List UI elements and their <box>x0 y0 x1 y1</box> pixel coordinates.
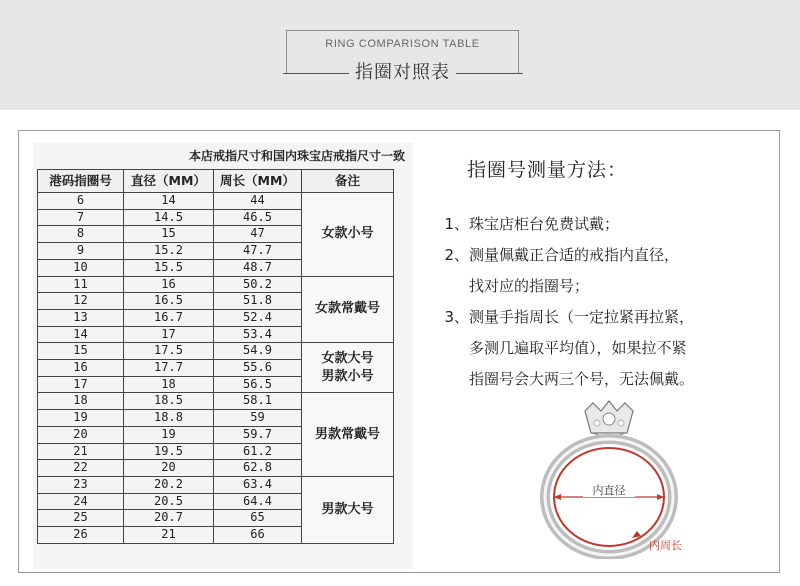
cell-diameter: 17.5 <box>124 343 214 360</box>
cell-circumference: 66 <box>214 527 302 544</box>
howto-steps <box>439 209 769 395</box>
cell-circumference: 53.4 <box>214 326 302 343</box>
col-header-diameter: 直径（MM） <box>124 170 214 193</box>
cell-size: 25 <box>38 510 124 527</box>
cell-size: 6 <box>38 193 124 210</box>
note-text-2: 男款小号 <box>321 368 374 384</box>
table-row <box>38 476 394 493</box>
cell-circumference: 46.5 <box>214 209 302 226</box>
note-text: 男款常戴号 <box>314 426 380 442</box>
cell-circumference: 52.4 <box>214 309 302 326</box>
cell-circumference: 61.2 <box>214 443 302 460</box>
cell-diameter: 20.2 <box>124 476 214 493</box>
note-text: 女款大号 <box>321 350 374 366</box>
step-2 <box>439 240 769 302</box>
cell-note <box>302 476 394 543</box>
cell-diameter: 20.5 <box>124 493 214 510</box>
content-frame <box>18 130 780 573</box>
cell-circumference: 62.8 <box>214 460 302 477</box>
cell-diameter: 19.5 <box>124 443 214 460</box>
howto-title: 指圈号测量方法： <box>467 159 628 181</box>
cell-circumference: 55.6 <box>214 360 302 377</box>
cell-diameter: 17.7 <box>124 360 214 377</box>
cell-diameter: 18.5 <box>124 393 214 410</box>
cell-diameter: 17 <box>124 326 214 343</box>
title-chinese-text: 指圈对照表 <box>349 62 456 83</box>
cell-circumference: 58.1 <box>214 393 302 410</box>
step-number: 2、 <box>444 246 469 264</box>
cell-size: 24 <box>38 493 124 510</box>
step-text-cont: 多测几遍取平均值），如果拉不紧 <box>469 339 687 357</box>
cell-diameter: 15.2 <box>124 243 214 260</box>
table-header-row <box>38 170 394 193</box>
cell-size: 21 <box>38 443 124 460</box>
cell-circumference: 59 <box>214 410 302 427</box>
cell-diameter: 16 <box>124 276 214 293</box>
cell-note <box>302 393 394 477</box>
table-row <box>38 393 394 410</box>
size-table-area <box>33 143 413 569</box>
step-text-cont: 指圈号会大两三个号，无法佩戴。 <box>469 370 695 388</box>
cell-diameter: 16.5 <box>124 293 214 310</box>
cell-size: 10 <box>38 259 124 276</box>
cell-diameter: 20 <box>124 460 214 477</box>
cell-size: 19 <box>38 410 124 427</box>
cell-circumference: 65 <box>214 510 302 527</box>
cell-diameter: 21 <box>124 527 214 544</box>
table-row <box>38 343 394 360</box>
step-number: 1、 <box>444 215 469 233</box>
cell-size: 12 <box>38 293 124 310</box>
ring-diagram <box>523 399 693 559</box>
cell-size: 18 <box>38 393 124 410</box>
cell-diameter: 14.5 <box>124 209 214 226</box>
cell-diameter: 20.7 <box>124 510 214 527</box>
cell-size: 8 <box>38 226 124 243</box>
circumference-label: 内周长 <box>649 539 682 552</box>
table-body <box>38 193 394 544</box>
cell-size: 11 <box>38 276 124 293</box>
cell-circumference: 50.2 <box>214 276 302 293</box>
step-text: 测量手指周长（一定拉紧再拉紧， <box>469 308 695 326</box>
note-text: 女款小号 <box>321 226 374 242</box>
cell-note <box>302 276 394 343</box>
cell-size: 17 <box>38 376 124 393</box>
table-row <box>38 193 394 210</box>
cell-circumference: 56.5 <box>214 376 302 393</box>
diameter-label: 内直径 <box>592 484 626 497</box>
cell-size: 22 <box>38 460 124 477</box>
ring-setting-icon <box>585 401 633 439</box>
cell-circumference: 64.4 <box>214 493 302 510</box>
cell-circumference: 59.7 <box>214 426 302 443</box>
table-row <box>38 276 394 293</box>
title-chinese <box>286 58 519 84</box>
cell-note <box>302 193 394 277</box>
cell-size: 16 <box>38 360 124 377</box>
cell-circumference: 51.8 <box>214 293 302 310</box>
col-header-size: 港码指圈号 <box>38 170 124 193</box>
cell-size: 26 <box>38 527 124 544</box>
note-text: 女款常戴号 <box>314 301 380 317</box>
cell-size: 20 <box>38 426 124 443</box>
cell-diameter: 19 <box>124 426 214 443</box>
cell-size: 15 <box>38 343 124 360</box>
header-band <box>0 0 800 110</box>
title-english: RING COMPARISON TABLE <box>325 38 480 50</box>
cell-size: 14 <box>38 326 124 343</box>
cell-diameter: 15.5 <box>124 259 214 276</box>
cell-diameter: 14 <box>124 193 214 210</box>
cell-size: 9 <box>38 243 124 260</box>
step-number: 3、 <box>444 308 469 326</box>
cell-circumference: 44 <box>214 193 302 210</box>
col-header-circumference: 周长（MM） <box>214 170 302 193</box>
note-text: 男款大号 <box>321 501 374 517</box>
ring-size-table <box>37 169 394 544</box>
cell-size: 13 <box>38 309 124 326</box>
step-text-cont: 找对应的指圈号； <box>469 277 590 295</box>
cell-diameter: 16.7 <box>124 309 214 326</box>
cell-size: 7 <box>38 209 124 226</box>
cell-diameter: 18.8 <box>124 410 214 427</box>
cell-circumference: 54.9 <box>214 343 302 360</box>
table-caption: 本店戒指尺寸和国内珠宝店戒指尺寸一致 <box>188 149 405 163</box>
col-header-note: 备注 <box>302 170 394 193</box>
cell-size: 23 <box>38 476 124 493</box>
step-1 <box>439 209 769 240</box>
cell-diameter: 15 <box>124 226 214 243</box>
step-text: 珠宝店柜台免费试戴； <box>469 215 620 233</box>
cell-diameter: 18 <box>124 376 214 393</box>
cell-circumference: 47 <box>214 226 302 243</box>
step-text: 测量佩戴正合适的戒指内直径， <box>469 246 680 264</box>
cell-circumference: 63.4 <box>214 476 302 493</box>
step-3 <box>439 302 769 395</box>
cell-note <box>302 343 394 393</box>
cell-circumference: 47.7 <box>214 243 302 260</box>
cell-circumference: 48.7 <box>214 259 302 276</box>
